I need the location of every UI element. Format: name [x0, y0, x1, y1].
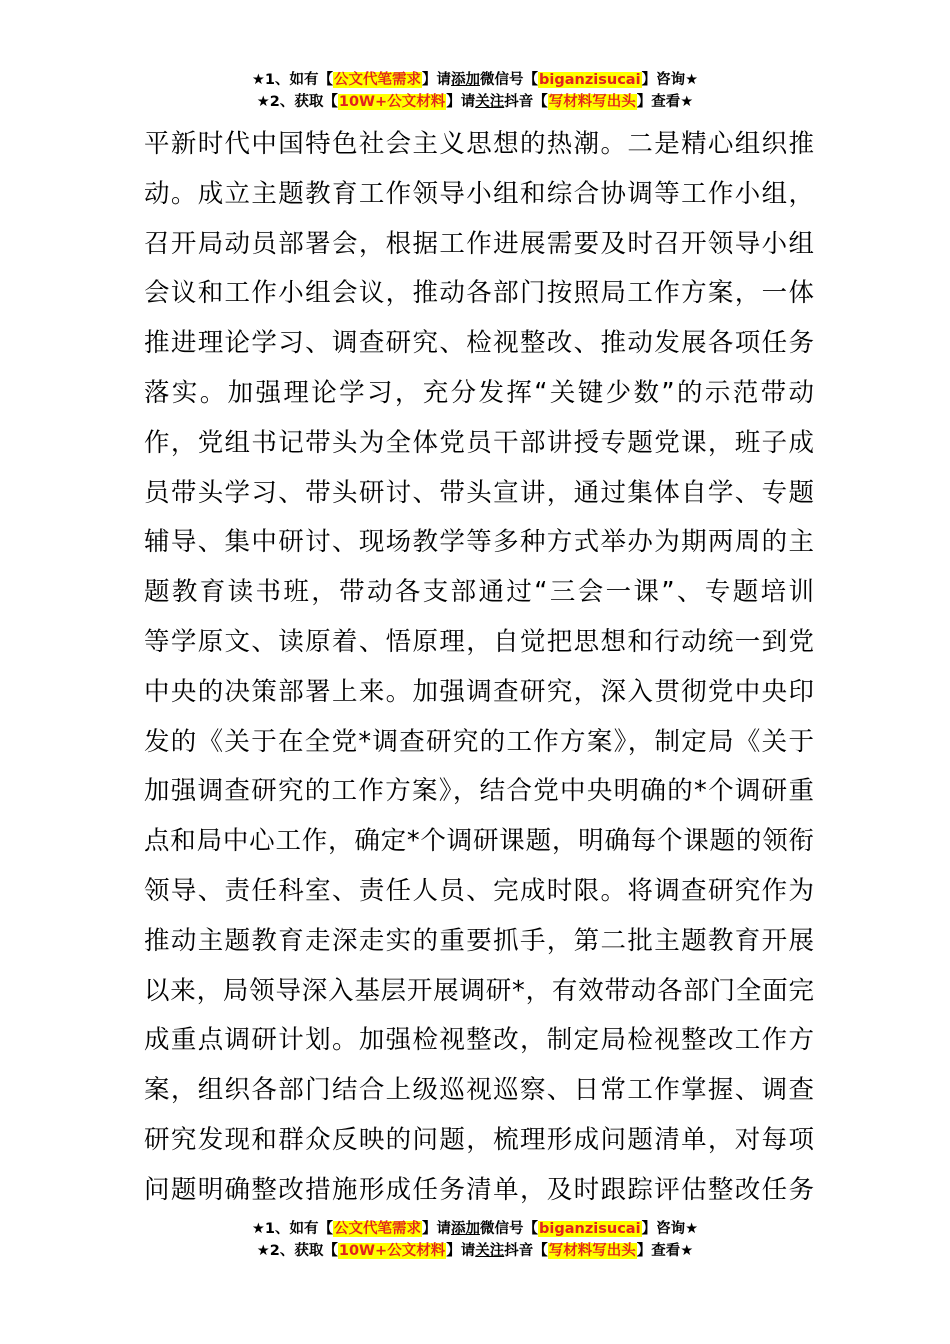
body-text-line: 成重点调研计划。加强检视整改，制定局检视整改工作方: [144, 1025, 814, 1056]
footer-line-2: [0, 1240, 950, 1262]
footer-banner: [0, 1218, 950, 1262]
header-highlight-ghostwriting: 公文代笔需求: [334, 72, 422, 88]
header-highlight-materials: 10W+公文材料: [338, 94, 446, 110]
footer-line-1-suffix: 】咨询★: [641, 1221, 699, 1237]
header-line-1-mid1: 】请: [422, 72, 452, 88]
header-line-1: [0, 69, 950, 91]
body-text-line: 发的《关于在全党*调查研究的工作方案》，制定局《关于: [144, 726, 814, 757]
footer-highlight-douyin-account: 写材料写出头: [548, 1243, 636, 1259]
body-text-line: 落实。加强理论学习，充分发挥“关键少数”的示范带动: [144, 377, 814, 408]
body-text-line: 点和局中心工作，确定*个调研课题，明确每个课题的领衔: [144, 826, 814, 857]
body-text-line: 领导、责任科室、责任人员、完成时限。将调查研究作为: [144, 875, 814, 906]
footer-line-1-underlined: 添加: [451, 1221, 481, 1237]
header-line-2-mid1: 】请: [446, 94, 476, 110]
header-line-2-underlined: 关注: [475, 94, 505, 110]
header-line-1-suffix: 】咨询★: [641, 72, 699, 88]
footer-line-2-underlined: 关注: [475, 1243, 505, 1259]
header-highlight-wechat-id: biganzisucai: [539, 72, 641, 88]
body-text-line: 召开局动员部署会，根据工作进展需要及时召开领导小组: [144, 228, 814, 259]
footer-line-1-mid1: 】请: [422, 1221, 452, 1237]
footer-highlight-ghostwriting: 公文代笔需求: [334, 1221, 422, 1237]
document-body: [144, 120, 814, 1216]
body-text-line: 作，党组书记带头为全体党员干部讲授专题党课，班子成: [144, 427, 814, 458]
footer-line-1-prefix: ★1、如有【: [251, 1221, 334, 1237]
footer-line-2-mid2: 抖音【: [504, 1243, 548, 1259]
footer-line-2-suffix: 】查看★: [636, 1243, 694, 1259]
body-text-line: 员带头学习、带头研讨、带头宣讲，通过集体自学、专题: [144, 477, 814, 508]
header-line-1-underlined: 添加: [451, 72, 481, 88]
footer-line-2-mid1: 】请: [446, 1243, 476, 1259]
footer-line-1-mid2: 微信号【: [480, 1221, 539, 1237]
footer-line-1: [0, 1218, 950, 1240]
header-line-1-prefix: ★1、如有【: [251, 72, 334, 88]
footer-highlight-wechat-id: biganzisucai: [539, 1221, 641, 1237]
body-text-line: 题教育读书班，带动各支部通过“三会一课”、专题培训: [144, 577, 814, 608]
footer-line-2-prefix: ★2、获取【: [256, 1243, 338, 1259]
body-text-line: 动。成立主题教育工作领导小组和综合协调等工作小组，: [144, 178, 814, 209]
body-text-line: 会议和工作小组会议，推动各部门按照局工作方案，一体: [144, 278, 814, 309]
body-text-line: 加强调查研究的工作方案》，结合党中央明确的*个调研重: [144, 776, 814, 807]
body-text-line: 问题明确整改措施形成任务清单，及时跟踪评估整改任务: [144, 1174, 814, 1205]
header-highlight-douyin-account: 写材料写出头: [548, 94, 636, 110]
body-text-line: 等学原文、读原着、悟原理，自觉把思想和行动统一到党: [144, 626, 814, 657]
footer-highlight-materials: 10W+公文材料: [338, 1243, 446, 1259]
body-text-line: 以来，局领导深入基层开展调研*，有效带动各部门全面完: [144, 975, 814, 1006]
body-text-line: 中央的决策部署上来。加强调查研究，深入贯彻党中央印: [144, 676, 814, 707]
header-line-2-mid2: 抖音【: [504, 94, 548, 110]
body-text-line: 案，组织各部门结合上级巡视巡察、日常工作掌握、调查: [144, 1075, 814, 1106]
header-line-2: [0, 91, 950, 113]
body-text-line: 平新时代中国特色社会主义思想的热潮。二是精心组织推: [144, 129, 814, 159]
header-line-2-prefix: ★2、获取【: [256, 94, 338, 110]
header-banner: [0, 69, 950, 113]
body-text-line: 推进理论学习、调查研究、检视整改、推动发展各项任务: [144, 328, 814, 359]
body-text-line: 推动主题教育走深走实的重要抓手，第二批主题教育开展: [144, 925, 814, 956]
body-text-line: 辅导、集中研讨、现场教学等多种方式举办为期两周的主: [144, 527, 814, 558]
header-line-1-mid2: 微信号【: [480, 72, 539, 88]
header-line-2-suffix: 】查看★: [636, 94, 694, 110]
body-text-line: 研究发现和群众反映的问题，梳理形成问题清单，对每项: [144, 1124, 814, 1155]
